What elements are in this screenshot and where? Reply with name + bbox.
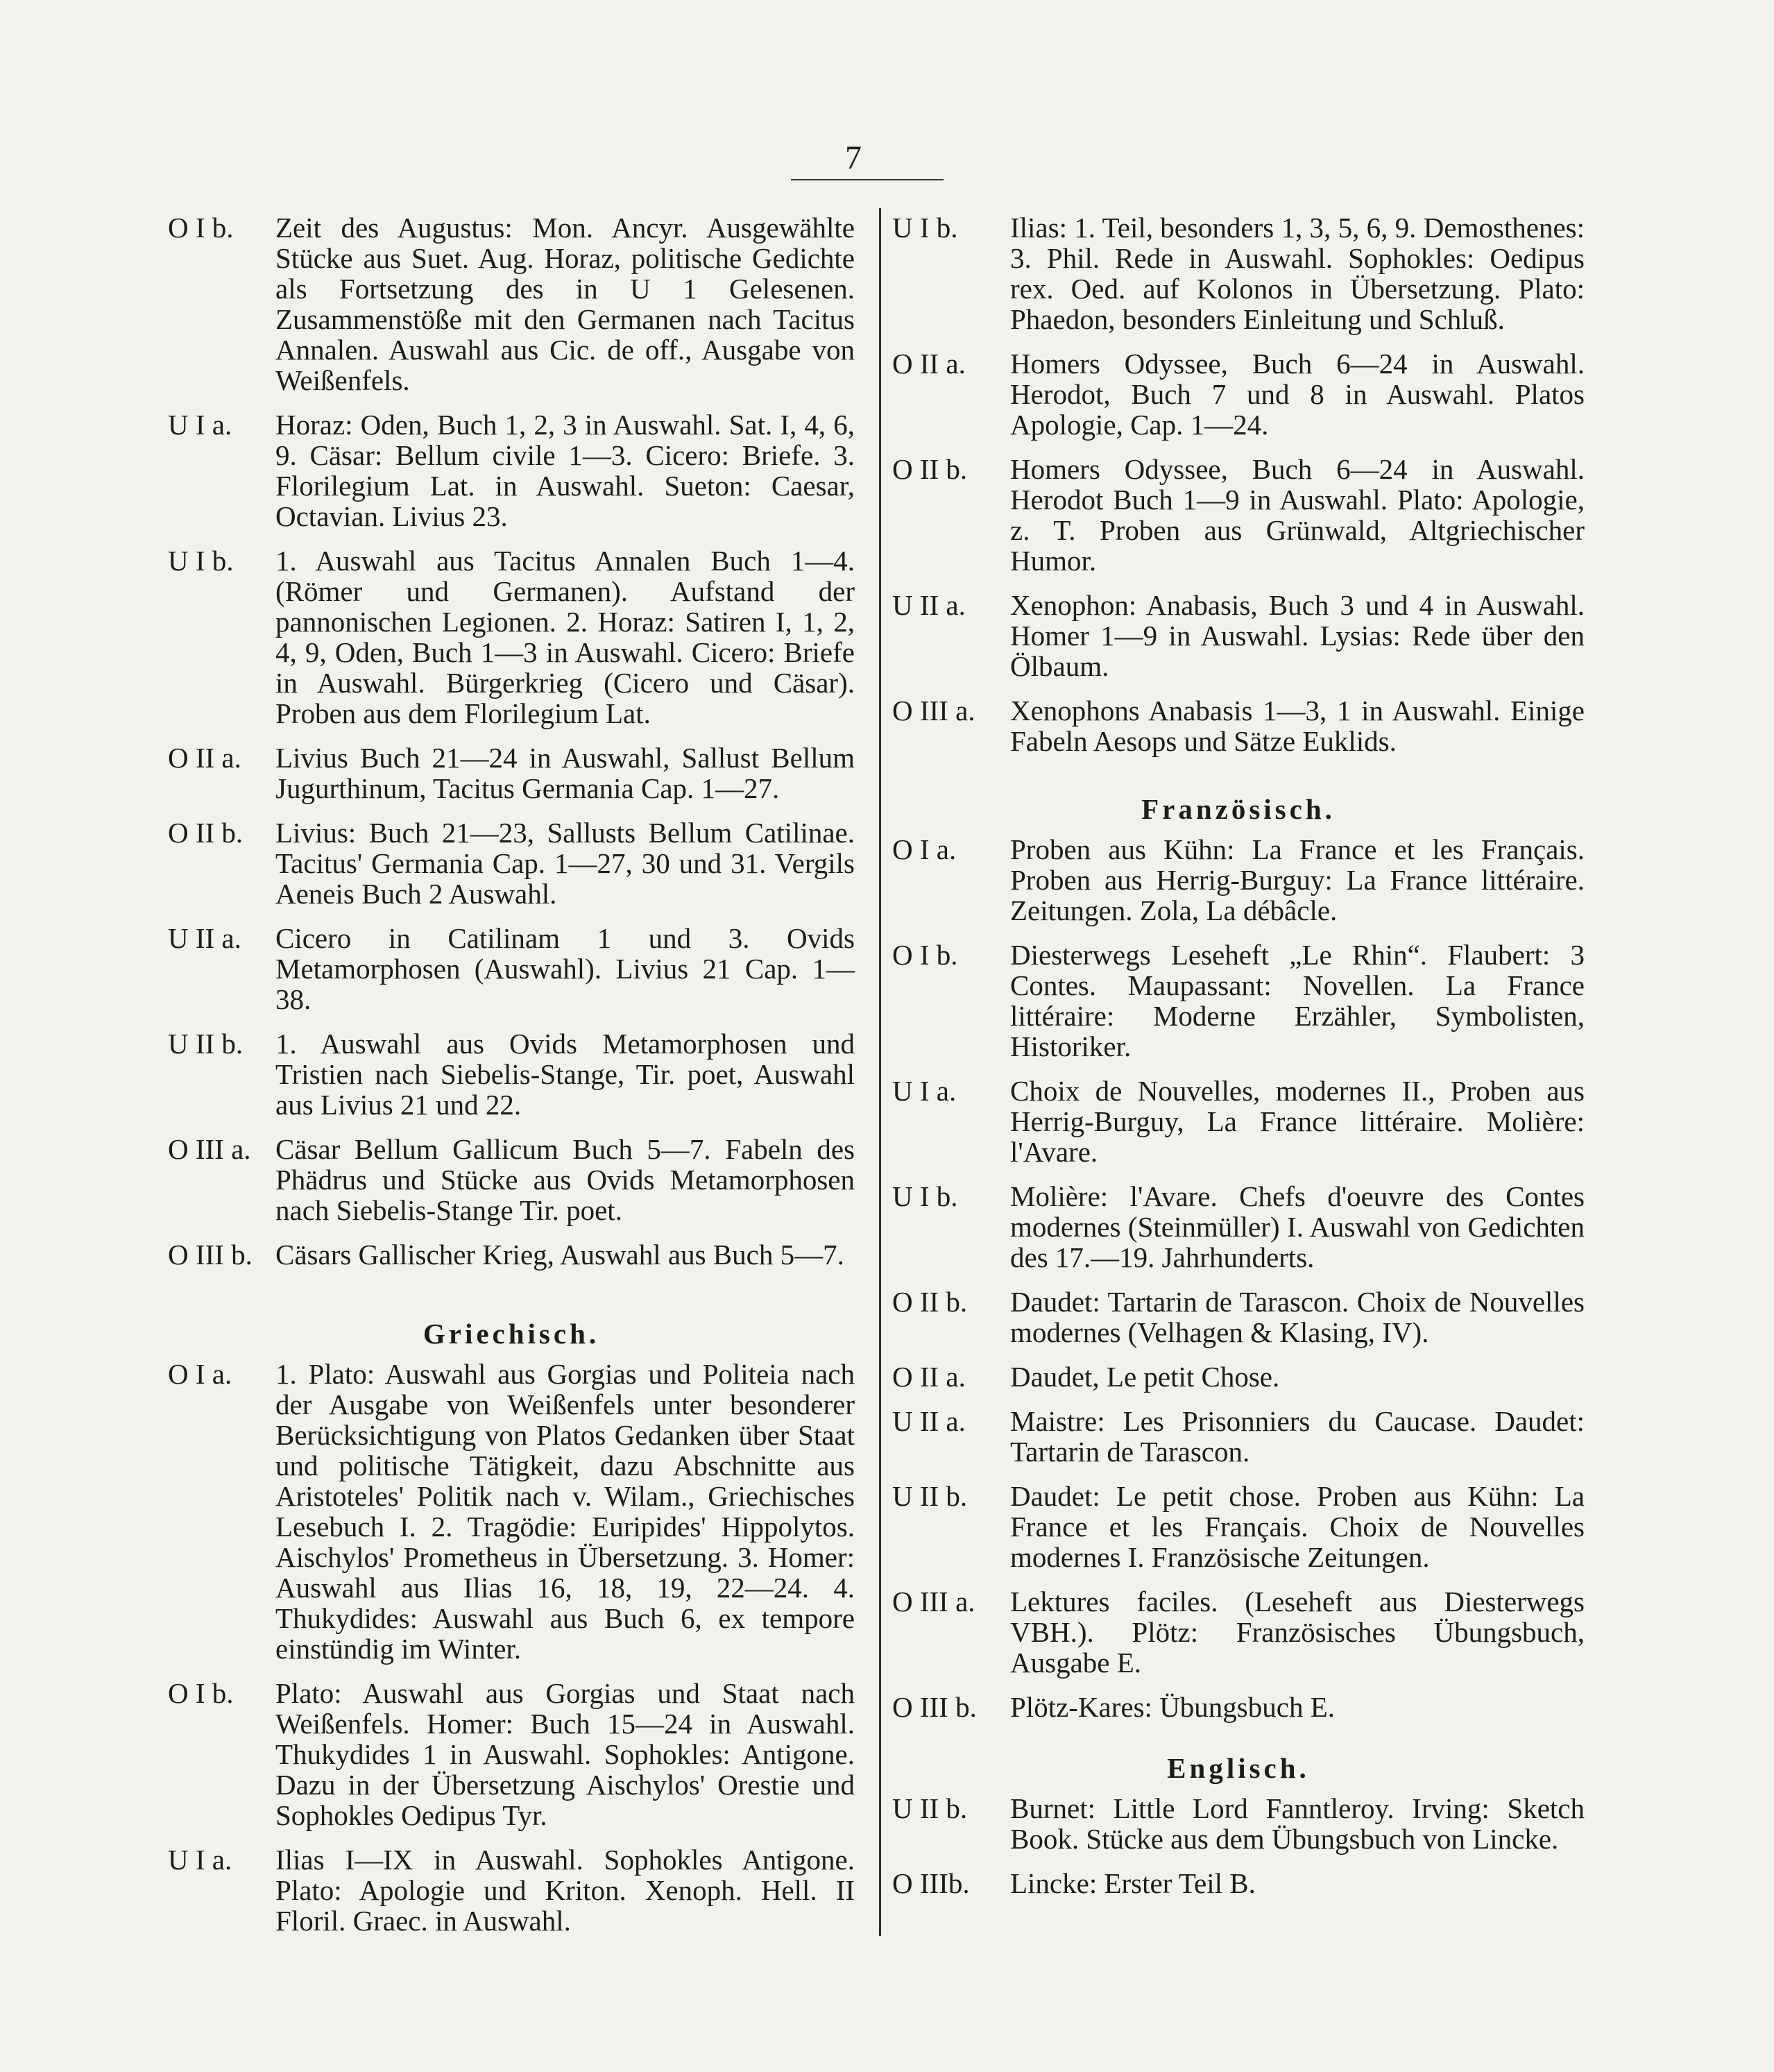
reading-list: Ilias: 1. Teil, besonders 1, 3, 5, 6, 9. Demosthenes: 3. Phil. Rede in Auswahl. Sophokles: Oedipus rex. Oed. auf Kolonos in Übersetzung. Plato: Phaedon, besonders Einleitung und Schluß.	[1010, 212, 1585, 335]
class-label: U II b.	[892, 1480, 968, 1512]
page-number: 7	[845, 139, 862, 176]
class-entry	[168, 1359, 855, 1664]
class-entry	[892, 1286, 1585, 1348]
class-entry	[168, 817, 855, 909]
class-entry	[892, 834, 1585, 926]
class-entry	[168, 212, 855, 396]
english-heading: Englisch.	[1167, 1752, 1310, 1784]
class-label: U II a.	[892, 589, 966, 621]
class-label: U I b.	[168, 545, 234, 577]
reading-list: Zeit des Augustus: Mon. Ancyr. Ausgewählte Stücke aus Suet. Aug. Horaz, politische Gedichte als Fortsetzung des in U 1 Gelesenen. Zusammenstöße mit den Germanen nach Tacitus Annalen. Auswahl aus Cic. de off., Ausgabe von Weißenfels.	[275, 212, 855, 396]
class-label: O II a.	[168, 742, 241, 774]
reading-list: Homers Odyssee, Buch 6—24 in Auswahl. Herodot Buch 1—9 in Auswahl. Plato: Apologie, z. T. Proben aus Grünwald, Altgriechischer Humor.	[1010, 453, 1585, 577]
class-entry	[168, 1028, 855, 1120]
class-label: U II a.	[168, 922, 241, 954]
reading-list: 1. Plato: Auswahl aus Gorgias und Politeia nach der Ausgabe von Weißenfels unter besonderer Berücksichtigung von Platos Gedanken über Staat und politische Tätigkeit, dazu Abschnitte aus Aristoteles' Politik nach v. Wilam., Griechisches Lesebuch I. 2. Tragödie: Euripides' Hippolytos. Aischylos' Prometheus in Übersetzung. 3. Homer: Auswahl aus Ilias 16, 18, 19, 22—24. 4. Thukydides: Auswahl aus Buch 6, ex tempore einstündig im Winter.	[275, 1358, 855, 1665]
reading-list: Molière: l'Avare. Chefs d'oeuvre des Contes modernes (Steinmüller) I. Auswahl von Gedichten des 17.—19. Jahrhunderts.	[1010, 1180, 1585, 1273]
class-label: U I a.	[168, 409, 232, 441]
reading-list: Daudet, Le petit Chose.	[1010, 1361, 1280, 1393]
class-label: O III b.	[892, 1691, 977, 1723]
class-label: U I b.	[892, 1180, 958, 1212]
english-section	[892, 1793, 1585, 1899]
reading-list: Diesterwegs Leseheft „Le Rhin“. Flaubert: 3 Contes. Maupassant: Novellen. La France littéraire: Moderne Erzähler, Symbolisten, Historiker.	[1010, 939, 1585, 1062]
reading-list: Cicero in Catilinam 1 und 3. Ovids Metamorphosen (Auswahl). Livius 21 Cap. 1—38.	[275, 922, 855, 1015]
class-entry	[892, 590, 1585, 681]
class-entry	[892, 1076, 1585, 1167]
french-heading: Französisch.	[1141, 793, 1336, 825]
class-label: O I b.	[892, 939, 958, 971]
class-entry	[168, 1844, 855, 1936]
class-label: U I a.	[892, 1075, 957, 1107]
class-label: U I a.	[168, 1844, 232, 1876]
class-entry	[892, 1406, 1585, 1467]
class-label: O III a.	[892, 695, 975, 727]
reading-list: Homers Odyssee, Buch 6—24 in Auswahl. Herodot, Buch 7 und 8 in Auswahl. Platos Apologie, Cap. 1—24.	[1010, 348, 1585, 441]
class-entry	[892, 212, 1585, 334]
class-label: O III a.	[892, 1586, 975, 1617]
left-column	[168, 212, 855, 1950]
reading-list: Ilias I—IX in Auswahl. Sophokles Antigone. Plato: Apologie und Kriton. Xenoph. Hell. II Floril. Graec. in Auswahl.	[275, 1844, 855, 1937]
class-label: O I b.	[168, 1677, 234, 1709]
reading-list: Proben aus Kühn: La France et les Français. Proben aus Herrig-Burguy: La France littéraire. Zeitungen. Zola, La débâcle.	[1010, 833, 1585, 926]
reading-list: 1. Auswahl aus Ovids Metamorphosen und Tristien nach Siebelis-Stange, Tir. poet, Auswahl aus Livius 21 und 22.	[275, 1028, 855, 1121]
class-label: O I b.	[168, 212, 234, 244]
class-label: O II a.	[892, 348, 966, 380]
class-entry	[892, 1793, 1585, 1854]
class-label: O II a.	[892, 1361, 966, 1393]
class-entry	[892, 454, 1585, 576]
class-label: O III b.	[168, 1239, 253, 1271]
column-divider	[879, 208, 881, 1936]
reading-list: Plötz-Kares: Übungsbuch E.	[1010, 1691, 1335, 1723]
reading-list: Xenophons Anabasis 1—3, 1 in Auswahl. Einige Fabeln Aesops und Sätze Euklids.	[1010, 695, 1585, 757]
class-label: U II b.	[892, 1792, 968, 1824]
reading-list: Maistre: Les Prisonniers du Caucase. Daudet: Tartarin de Tarascon.	[1010, 1405, 1585, 1468]
class-entry	[892, 1361, 1585, 1392]
class-entry	[168, 409, 855, 532]
class-label: O II b.	[168, 817, 244, 849]
reading-list: Daudet: Le petit chose. Proben aus Kühn: La France et les Français. Choix de Nouvelles modernes I. Französische Zeitungen.	[1010, 1480, 1585, 1573]
class-label: O I a.	[168, 1358, 232, 1390]
class-entry	[892, 940, 1585, 1062]
class-label: O I a.	[892, 833, 957, 865]
class-entry	[168, 1678, 855, 1831]
class-label: O II b.	[892, 1286, 968, 1318]
class-label: O III a.	[168, 1133, 251, 1165]
class-entry	[892, 695, 1585, 756]
greek-section-right	[892, 212, 1585, 756]
class-entry	[892, 348, 1585, 440]
reading-list: Cäsars Gallischer Krieg, Auswahl aus Buch 5—7.	[275, 1239, 844, 1271]
class-entry	[892, 1868, 1585, 1899]
greek-section-left	[168, 1359, 855, 1936]
class-entry	[168, 1134, 855, 1225]
reading-list: Horaz: Oden, Buch 1, 2, 3 in Auswahl. Sat. I, 4, 6, 9. Cäsar: Bellum civile 1—3. Cicero: Briefe. 3. Florilegium Lat. in Auswahl. Sueton: Caesar, Octavian. Livius 23.	[275, 409, 855, 532]
class-label: U II b.	[168, 1028, 244, 1060]
reading-list: Plato: Auswahl aus Gorgias und Staat nach Weißenfels. Homer: Buch 15—24 in Auswahl. Thukydides 1 in Auswahl. Sophokles: Antigone. Dazu in der Übersetzung Aischylos' Orestie und Sophokles Oedipus Tyr.	[275, 1677, 855, 1831]
french-section	[892, 834, 1585, 1722]
right-column	[892, 212, 1585, 1912]
reading-list: Lincke: Erster Teil B.	[1010, 1867, 1256, 1899]
reading-list: Daudet: Tartarin de Tarascon. Choix de Nouvelles modernes (Velhagen & Klasing, IV).	[1010, 1286, 1585, 1348]
latin-section	[168, 212, 855, 1270]
class-entry	[892, 1181, 1585, 1273]
class-entry	[892, 1481, 1585, 1572]
class-entry	[168, 923, 855, 1014]
class-entry	[892, 1586, 1585, 1678]
greek-heading: Griechisch.	[423, 1318, 600, 1350]
class-label: O IIIb.	[892, 1867, 970, 1899]
class-label: O II b.	[892, 453, 968, 485]
reading-list: Livius: Buch 21—23, Sallusts Bellum Catilinae. Tacitus' Germania Cap. 1—27, 30 und 31. Vergils Aeneis Buch 2 Auswahl.	[275, 817, 855, 910]
reading-list: Lektures faciles. (Leseheft aus Diesterwegs VBH.). Plötz: Französisches Übungsbuch, Ausgabe E.	[1010, 1586, 1585, 1679]
class-entry	[168, 1239, 855, 1270]
reading-list: Xenophon: Anabasis, Buch 3 und 4 in Auswahl. Homer 1—9 in Auswahl. Lysias: Rede über den Ölbaum.	[1010, 589, 1585, 682]
class-entry	[168, 545, 855, 729]
reading-list: Cäsar Bellum Gallicum Buch 5—7. Fabeln des Phädrus und Stücke aus Ovids Metamorphosen nach Siebelis-Stange Tir. poet.	[275, 1133, 855, 1226]
reading-list: 1. Auswahl aus Tacitus Annalen Buch 1—4. (Römer und Germanen). Aufstand der pannonischen Legionen. 2. Horaz: Satiren I, 1, 2, 4, 9, Oden, Buch 1—3 in Auswahl. Cicero: Briefe in Auswahl. Bürgerkrieg (Cicero und Cäsar). Proben aus dem Florilegium Lat.	[275, 545, 855, 729]
reading-list: Livius Buch 21—24 in Auswahl, Sallust Bellum Jugurthinum, Tacitus Germania Cap. 1—27.	[275, 742, 855, 804]
class-entry	[168, 742, 855, 804]
reading-list: Burnet: Little Lord Fanntleroy. Irving: Sketch Book. Stücke aus dem Übungsbuch von Lincke.	[1010, 1792, 1585, 1855]
class-label: U II a.	[892, 1405, 966, 1437]
reading-list: Choix de Nouvelles, modernes II., Proben aus Herrig-Burguy, La France littéraire. Molière: l'Avare.	[1010, 1075, 1585, 1168]
class-entry	[892, 1692, 1585, 1722]
class-label: U I b.	[892, 212, 958, 244]
page-number-rule	[791, 179, 944, 180]
